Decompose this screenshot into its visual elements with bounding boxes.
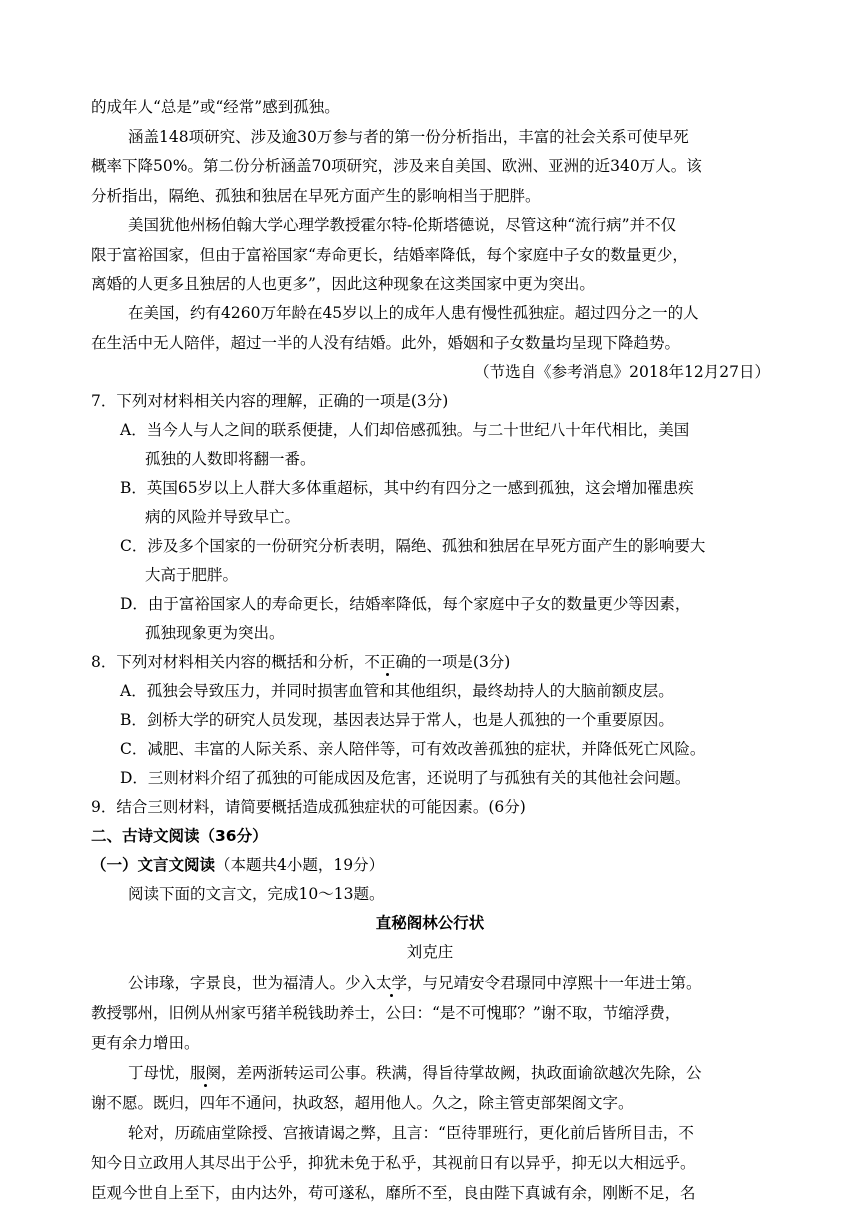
emphasized-text: 不正确	[364, 653, 411, 671]
classical-text-line: 知今日立政用人其尽出于公乎，抑犹未免于私乎，其视前日有以异乎，抑无以大相远乎。	[91, 1154, 696, 1172]
question-7-option-d-cont: 孤独现象更为突出。	[145, 624, 285, 642]
question-8-option-a: A．孤独会导致压力，并同时损害血管和其他组织，最终劫持人的大脑前额皮层。	[120, 682, 674, 700]
text-line: 在生活中无人陪伴，超过一半的人没有结婚。此外，婚姻和子女数量均呈现下降趋势。	[91, 334, 681, 352]
question-8-option-c: C．减肥、丰富的人际关系、亲人陪伴等，可有效改善孤独的症状，并降低死亡风险。	[120, 740, 706, 758]
emphasized-text: 太学	[376, 974, 408, 992]
text-span: 丁母忧，	[128, 1064, 191, 1082]
section-heading: 二、古诗文阅读（36分）	[91, 827, 268, 845]
question-7-option-b-cont: 病的风险并导致早亡。	[145, 508, 301, 526]
text-line: 概率下降50%。第二份分析涵盖70项研究，涉及来自美国、欧洲、亚洲的近340万人。该	[91, 157, 702, 175]
classical-text-line: 谢不愿。既归，四年不通问，执政怒，超用他人。久之，除主管吏部架阁文字。	[91, 1094, 634, 1112]
subsection-heading	[91, 855, 384, 875]
emphasized-text: 服阕	[190, 1064, 222, 1082]
question-8-stem-text: 8．下列对材料相关内容的概括和分析，	[91, 653, 365, 671]
classical-text-line: 更有余力增田。	[91, 1034, 200, 1052]
text-line: 限于富裕国家，但由于富裕国家“寿命更长，结婚率降低，每个家庭中子女的数量更少，	[91, 246, 688, 264]
question-7-option-c-cont: 大高于肥胖。	[145, 566, 239, 584]
question-7-option-d: D．由于富裕国家人的寿命更长，结婚率降低，每个家庭中子女的数量更少等因素，	[120, 595, 691, 613]
text-span: ，与兄靖安令君璟同中淳熙十一年进士第。	[407, 974, 702, 992]
question-8-option-d: D．三则材料介绍了孤独的可能成因及危害，还说明了与孤独有关的其他社会问题。	[120, 769, 691, 787]
question-8-stem-text: 的一项是(3分)	[410, 653, 511, 671]
classical-text-line: 臣观今世自上至下，由内达外，苟可遂私，靡所不至，良由陛下真诚有余，刚断不足，名	[91, 1184, 696, 1202]
reading-instruction: 阅读下面的文言文，完成10～13题。	[128, 885, 385, 903]
question-7-option-a-cont: 孤独的人数即将翻一番。	[145, 450, 316, 468]
passage-author: 刘克庄	[406, 943, 454, 961]
text-span: ，差两浙转运司公事。秩满，得旨待掌故阙，执政面谕欲越次先除，公	[221, 1064, 702, 1082]
emphasis-not-correct	[364, 653, 411, 671]
passage-title: 直秘阁林公行状	[375, 914, 485, 932]
text-span: 公讳瑑，字景良，世为福清人。少入	[128, 974, 377, 992]
question-7-stem: 7．下列对材料相关内容的理解，正确的一项是(3分)	[91, 392, 449, 410]
text-line: 的成年人“总是”或“经常”感到孤独。	[91, 98, 340, 116]
text-line: 离婚的人更多且独居的人也更多”，因此这种现象在这类国家中更为突出。	[91, 275, 595, 293]
classical-text-line: 教授鄂州，旧例从州家丐猪羊税钱助养士，公曰：“是不可愧耶？”谢不取，节缩浮费，	[91, 1004, 681, 1022]
question-8-stem	[91, 652, 510, 672]
text-line: 在美国，约有4260万年龄在45岁以上的成年人患有慢性孤独症。超过四分之一的人	[128, 304, 699, 322]
question-7-option-b: B．英国65岁以上人群大多体重超标，其中约有四分之一感到孤独，这会增加罹患疾	[120, 479, 694, 497]
text-line: 涵盖148项研究、涉及逾30万参与者的第一份分析指出，丰富的社会关系可使早死	[128, 128, 689, 146]
question-8-option-b: B．剑桥大学的研究人员发现，基因表达异于常人，也是人孤独的一个重要原因。	[120, 711, 674, 729]
classical-text-line	[128, 973, 702, 993]
text-line: 分析指出，隔绝、孤独和独居在早死方面产生的影响相当于肥胖。	[91, 187, 541, 205]
question-9-stem: 9．结合三则材料，请简要概括造成孤独症状的可能因素。(6分)	[91, 798, 526, 816]
classical-text-line: 轮对，历疏庙堂除授、宫掖请谒之弊，且言：“臣待罪班行，更化前后皆所目击，不	[128, 1124, 694, 1142]
source-citation: （节选自《参考消息》2018年12月27日）	[474, 363, 770, 381]
classical-text-line	[128, 1063, 702, 1083]
subsection-title: （一）文言文阅读	[91, 856, 216, 874]
text-line: 美国犹他州杨伯翰大学心理学教授霍尔特-伦斯塔德说，尽管这种“流行病”并不仅	[128, 216, 677, 234]
question-7-option-a: A．当今人与人之间的联系便捷，人们却倍感孤独。与二十世纪八十年代相比，美国	[120, 421, 690, 439]
subsection-note: （本题共4小题，19分）	[215, 856, 385, 874]
question-7-option-c: C．涉及多个国家的一份研究分析表明，隔绝、孤独和独居在早死方面产生的影响要大	[120, 537, 706, 555]
